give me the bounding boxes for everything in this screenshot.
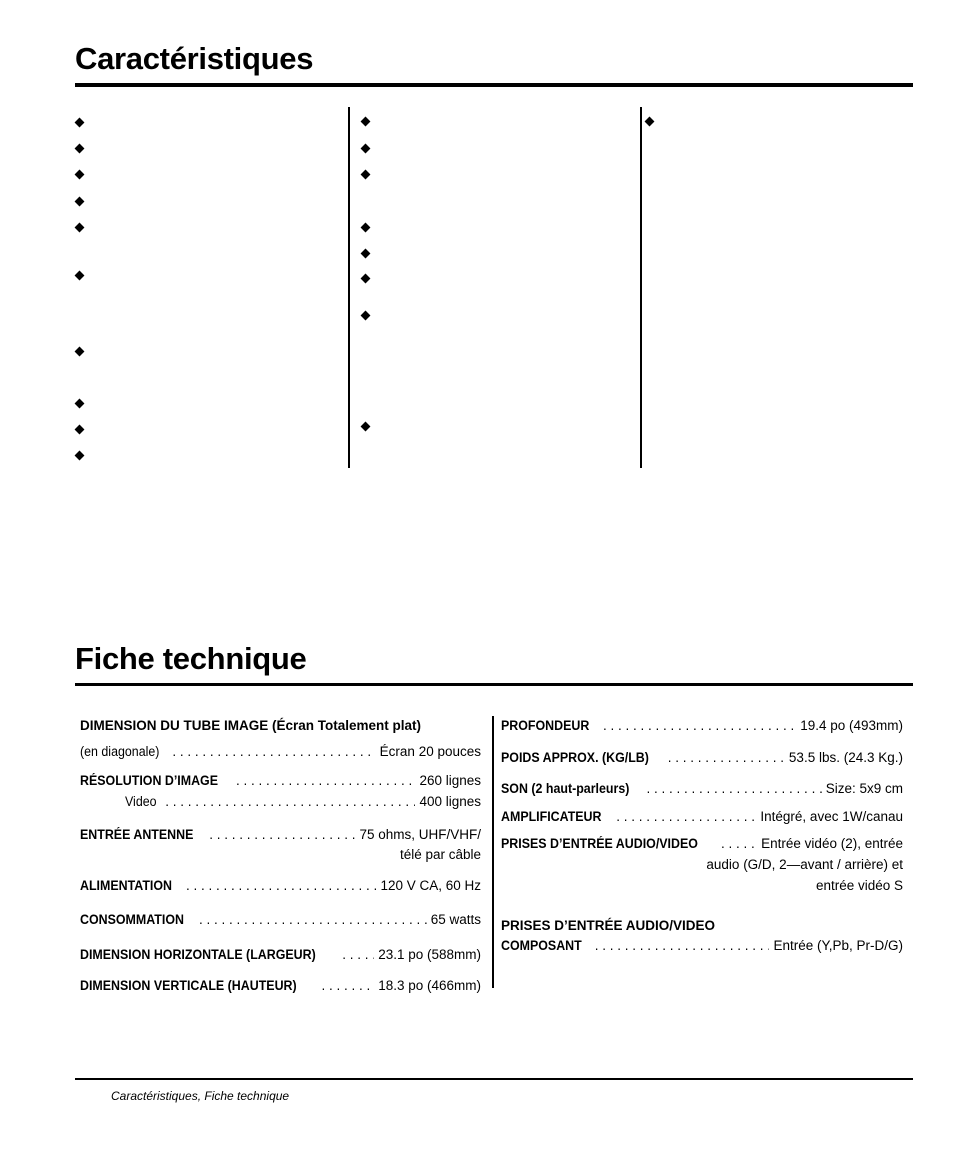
spec-label: RÉSOLUTION D’IMAGE xyxy=(80,773,219,788)
bullet-icon xyxy=(75,347,85,357)
spec-label: CONSOMMATION xyxy=(80,912,184,927)
spec-component xyxy=(501,938,903,953)
spec-label: PROFONDEUR xyxy=(501,718,590,733)
footer-text: Caractéristiques, Fiche technique xyxy=(111,1089,290,1103)
leader-dots xyxy=(209,827,355,842)
spec-height xyxy=(80,978,481,993)
spec-label: PRISES D’ENTRÉE AUDIO/VIDEO xyxy=(501,836,698,851)
bullet-icon xyxy=(75,223,85,233)
page-title-caracteristiques: Caractéristiques xyxy=(75,41,314,76)
spec-label: POIDS APPROX. (KG/LB) xyxy=(501,750,649,765)
spec-av-inputs xyxy=(501,836,903,851)
column-divider xyxy=(492,716,494,988)
page-title-fiche-technique: Fiche technique xyxy=(75,641,307,676)
bullet-icon xyxy=(75,271,85,281)
spec-label: COMPOSANT xyxy=(501,938,582,953)
spec-value: Intégré, avec 1W/canau xyxy=(760,809,903,824)
column-divider xyxy=(348,107,350,468)
spec-antenna xyxy=(80,827,481,842)
bullet-icon xyxy=(75,425,85,435)
spec-label: Video xyxy=(125,794,157,809)
spec-value: 53.5 lbs. (24.3 Kg.) xyxy=(788,750,903,765)
spec-value: 400 lignes xyxy=(419,794,481,809)
spec-video xyxy=(125,794,481,809)
leader-dots xyxy=(236,773,415,788)
bullet-icon xyxy=(361,249,371,259)
bullet-icon xyxy=(361,117,371,127)
spec-value: 75 ohms, UHF/VHF/ xyxy=(359,827,481,842)
bullet-icon xyxy=(75,144,85,154)
bullet-icon xyxy=(75,118,85,128)
leader-dots xyxy=(616,809,756,824)
spec-amplifier xyxy=(501,809,903,824)
leader-dots xyxy=(165,794,415,809)
leader-dots xyxy=(199,912,427,927)
spec-power xyxy=(80,878,481,893)
spec-label: SON (2 haut-parleurs) xyxy=(501,781,630,796)
spec-value-cont: entrée vidéo S xyxy=(815,878,903,893)
bullet-icon xyxy=(361,311,371,321)
spec-label: AMPLIFICATEUR xyxy=(501,809,602,824)
title-rule xyxy=(75,683,913,686)
spec-depth xyxy=(501,718,903,733)
bullet-icon xyxy=(645,117,655,127)
bullet-icon xyxy=(75,451,85,461)
spec-sound xyxy=(501,781,903,796)
spec-label: DIMENSION HORIZONTALE (LARGEUR) xyxy=(80,947,316,962)
spec-label: (en diagonale) xyxy=(80,744,160,759)
spec-value: Size: 5x9 cm xyxy=(825,781,903,796)
bullet-icon xyxy=(361,223,371,233)
leader-dots xyxy=(342,947,374,962)
spec-value: 19.4 po (493mm) xyxy=(800,718,903,733)
spec-value: Entrée (Y,Pb, Pr-D/G) xyxy=(773,938,903,953)
spec-consumption xyxy=(80,912,481,927)
bullet-icon xyxy=(75,170,85,180)
bullet-icon xyxy=(361,274,371,284)
bullet-icon xyxy=(75,197,85,207)
spec-value: 23.1 po (588mm) xyxy=(378,947,481,962)
spec-label: ENTRÉE ANTENNE xyxy=(80,827,194,842)
leader-dots xyxy=(595,938,770,953)
leader-dots xyxy=(322,978,375,993)
spec-component-title: PRISES D’ENTRÉE AUDIO/VIDEO xyxy=(501,918,716,933)
leader-dots xyxy=(647,781,822,796)
bullet-icon xyxy=(361,422,371,432)
spec-value-cont: télé par câble xyxy=(399,847,481,862)
title-rule xyxy=(75,83,913,87)
spec-value: 18.3 po (466mm) xyxy=(378,978,481,993)
spec-value: Écran 20 pouces xyxy=(379,744,481,759)
leader-dots xyxy=(603,718,796,733)
spec-value: Entrée vidéo (2), entrée xyxy=(761,836,903,851)
spec-value-cont: audio (G/D, 2—avant / arrière) et xyxy=(706,857,903,872)
leader-dots xyxy=(172,744,375,759)
leader-dots xyxy=(721,836,757,851)
bullet-icon xyxy=(361,170,371,180)
bullet-icon xyxy=(75,399,85,409)
leader-dots xyxy=(668,750,785,765)
spec-label: DIMENSION VERTICALE (HAUTEUR) xyxy=(80,978,297,993)
bullet-icon xyxy=(361,144,371,154)
spec-value: 120 V CA, 60 Hz xyxy=(380,878,481,893)
spec-diagonal xyxy=(80,744,481,759)
spec-resolution xyxy=(80,773,481,788)
spec-weight xyxy=(501,750,903,765)
spec-label: ALIMENTATION xyxy=(80,878,172,893)
leader-dots xyxy=(186,878,376,893)
column-divider xyxy=(640,107,642,468)
footer-rule xyxy=(75,1078,913,1080)
spec-value: 260 lignes xyxy=(419,773,481,788)
spec-value: 65 watts xyxy=(430,912,481,927)
spec-width xyxy=(80,947,481,962)
spec-tube-title: DIMENSION DU TUBE IMAGE (Écran Totalement plat) xyxy=(80,718,422,733)
